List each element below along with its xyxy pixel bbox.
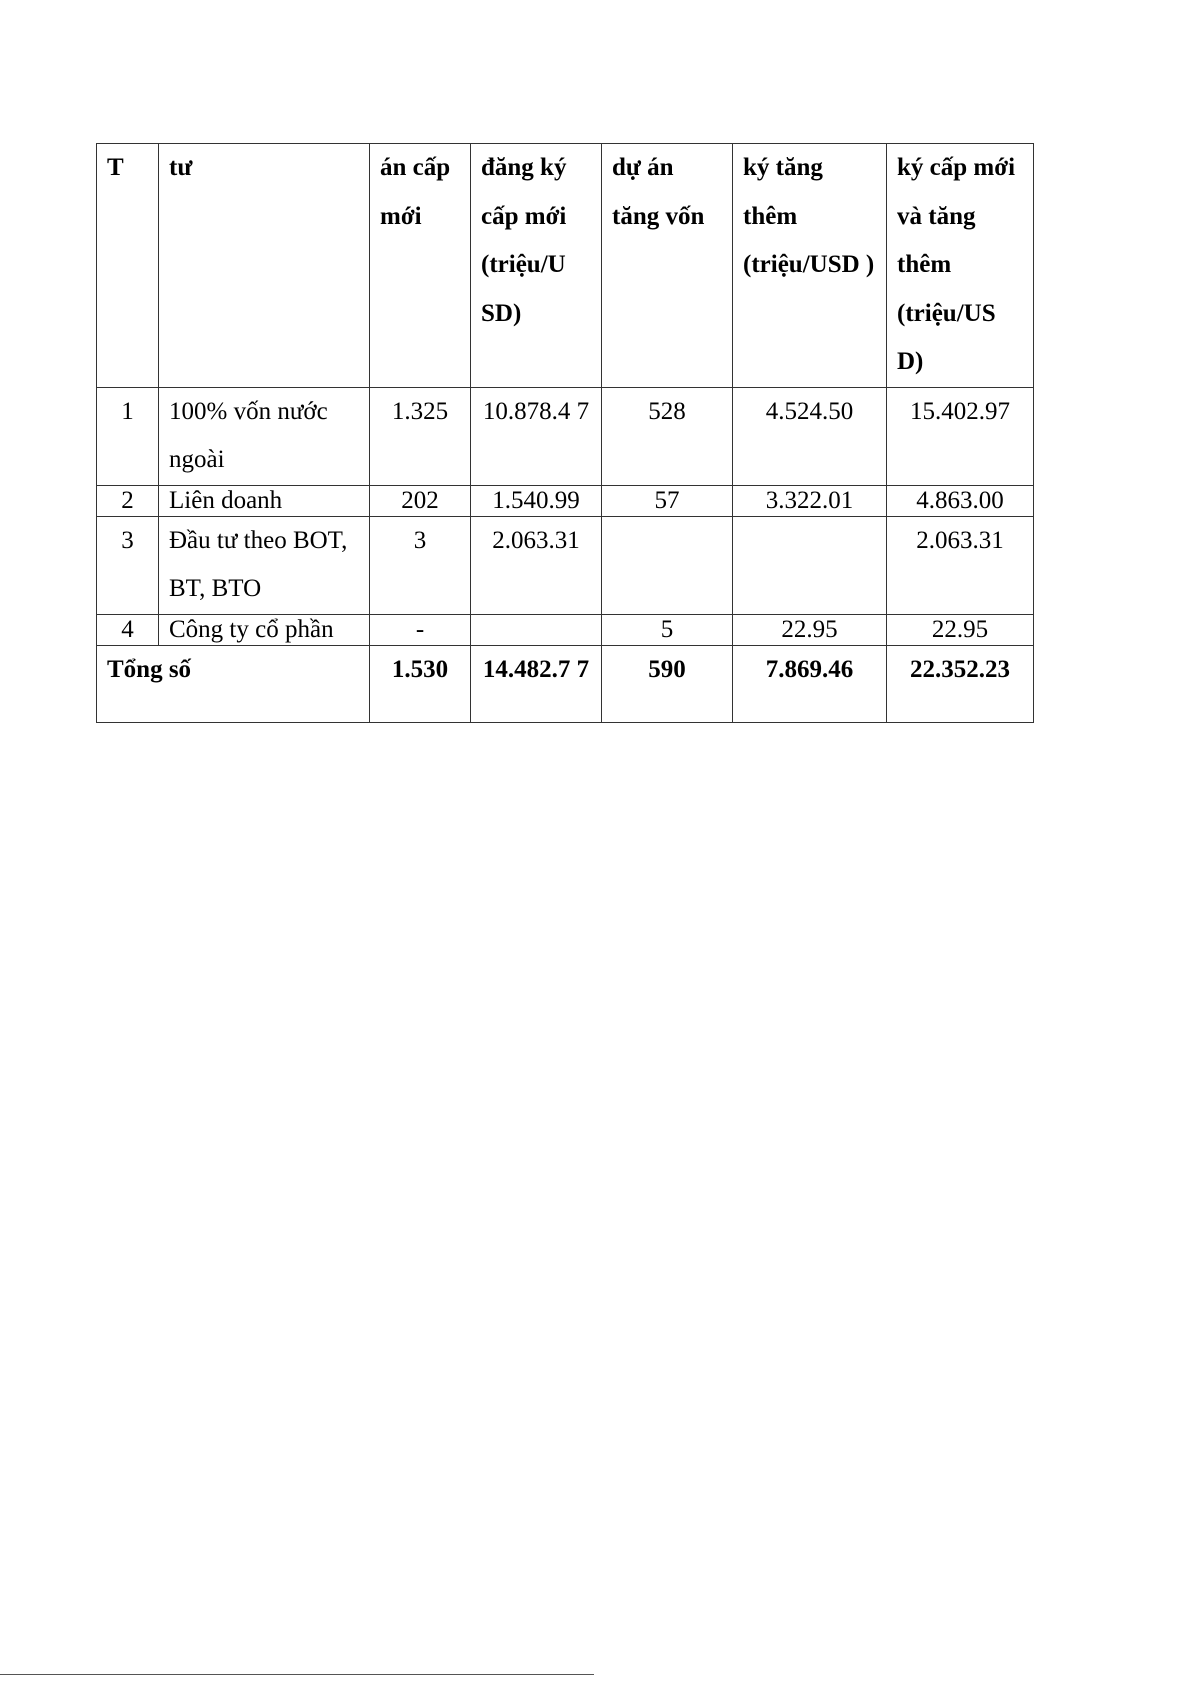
row-von-tang-them: 22.95 — [733, 614, 887, 645]
row-tong-von: 2.063.31 — [887, 516, 1034, 614]
footnote-divider — [0, 1674, 594, 1675]
header-von-dang-ky: đăng ký cấp mới (triệu/U SD) — [471, 144, 602, 388]
row-tong-von: 4.863.00 — [887, 485, 1034, 516]
total-tong-von: 22.352.23 — [887, 645, 1034, 722]
row-so-luot-tang-von: 57 — [602, 485, 733, 516]
row-so-luot-tang-von — [602, 516, 733, 614]
row-von-dang-ky — [471, 614, 602, 645]
table-row — [97, 516, 1034, 614]
row-stt: 3 — [97, 516, 159, 614]
row-so-luot-tang-von: 528 — [602, 387, 733, 485]
table-total-row — [97, 645, 1034, 722]
row-von-tang-them: 3.322.01 — [733, 485, 887, 516]
total-label: Tổng số — [97, 645, 370, 722]
row-stt: 2 — [97, 485, 159, 516]
row-hinh-thuc: 100% vốn nước ngoài — [159, 387, 370, 485]
header-stt: T — [97, 144, 159, 388]
row-hinh-thuc: Công ty cổ phần — [159, 614, 370, 645]
total-so-luot-tang-von: 590 — [602, 645, 733, 722]
row-stt: 1 — [97, 387, 159, 485]
row-von-dang-ky: 10.878.4 7 — [471, 387, 602, 485]
table-row — [97, 387, 1034, 485]
row-so-du-an: 1.325 — [370, 387, 471, 485]
row-von-dang-ky: 1.540.99 — [471, 485, 602, 516]
total-von-tang-them: 7.869.46 — [733, 645, 887, 722]
row-so-du-an: 3 — [370, 516, 471, 614]
total-so-du-an: 1.530 — [370, 645, 471, 722]
row-so-luot-tang-von: 5 — [602, 614, 733, 645]
table-row — [97, 614, 1034, 645]
total-von-dang-ky: 14.482.7 7 — [471, 645, 602, 722]
fdi-table — [96, 143, 1034, 723]
row-hinh-thuc: Đầu tư theo BOT, BT, BTO — [159, 516, 370, 614]
row-tong-von: 15.402.97 — [887, 387, 1034, 485]
header-so-du-an: án cấp mới — [370, 144, 471, 388]
row-tong-von: 22.95 — [887, 614, 1034, 645]
table-row — [97, 485, 1034, 516]
row-von-dang-ky: 2.063.31 — [471, 516, 602, 614]
row-von-tang-them — [733, 516, 887, 614]
header-so-luot-tang-von: dự án tăng vốn — [602, 144, 733, 388]
row-so-du-an: - — [370, 614, 471, 645]
row-so-du-an: 202 — [370, 485, 471, 516]
row-hinh-thuc: Liên doanh — [159, 485, 370, 516]
row-stt: 4 — [97, 614, 159, 645]
table-header-row — [97, 144, 1034, 388]
header-hinh-thuc: tư — [159, 144, 370, 388]
row-von-tang-them: 4.524.50 — [733, 387, 887, 485]
header-tong-von: ký cấp mới và tăng thêm (triệu/US D) — [887, 144, 1034, 388]
header-von-tang-them: ký tăng thêm (triệu/USD ) — [733, 144, 887, 388]
